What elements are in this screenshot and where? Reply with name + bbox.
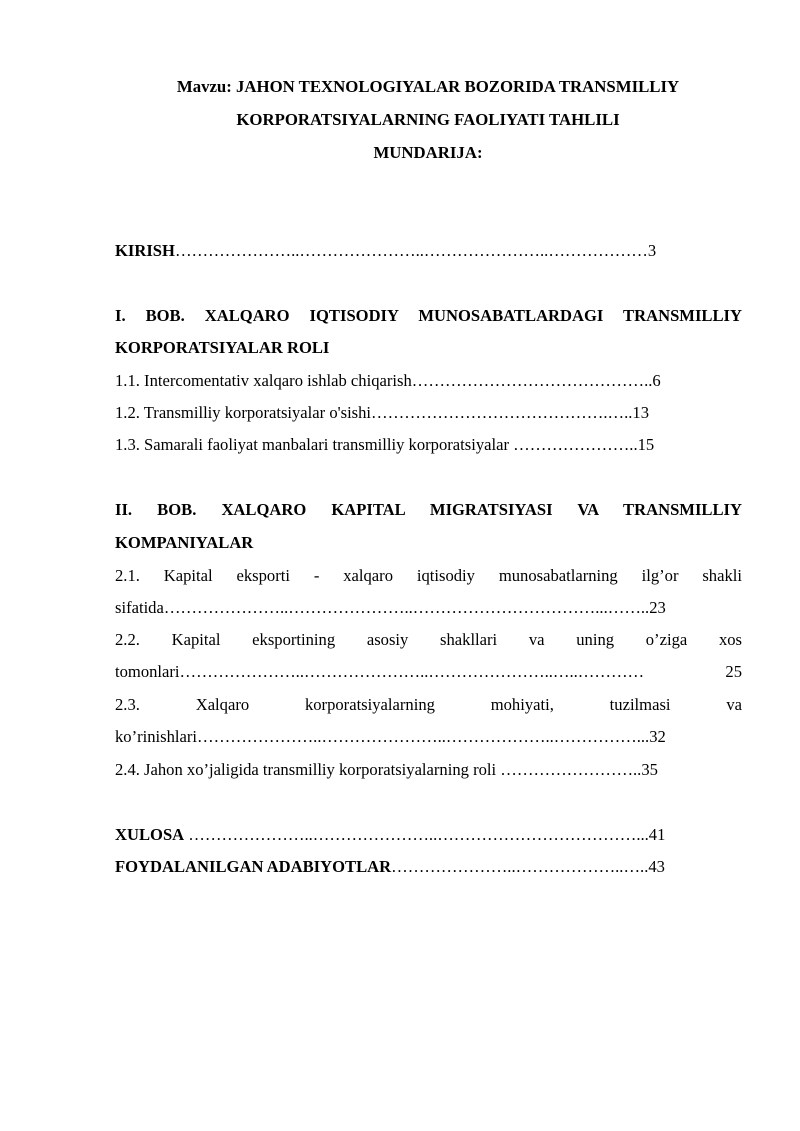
toc-entry-1-1 bbox=[115, 371, 661, 391]
toc-entry-2-4 bbox=[115, 760, 658, 780]
toc-entry-2-2-line-2: tomonlari…………………..…………………..…………………..…..………… 25 bbox=[115, 662, 742, 681]
toc-entry-kirish bbox=[115, 241, 656, 261]
toc-adabiyotlar-page: 43 bbox=[648, 857, 665, 876]
toc-xulosa-label: XULOSA bbox=[115, 825, 185, 844]
toc-entry-page: 35 bbox=[641, 760, 658, 779]
topic-title-line-1: Mavzu: JAHON TEXNOLOGIYALAR BOZORIDA TRANSMILLIY bbox=[176, 77, 680, 96]
toc-entry-leader: …………………………………….. bbox=[411, 371, 653, 390]
toc-xulosa-leader: …………………..…………………..………………………………... bbox=[184, 825, 649, 844]
toc-entry-1-2 bbox=[115, 403, 649, 423]
toc-entry-leader: ………………….. bbox=[513, 435, 638, 454]
toc-xulosa-page: 41 bbox=[648, 825, 666, 844]
toc-entry-2-3-line-1: 2.3. Xalqaro korporatsiyalarning mohiyati, tuzilmasi va bbox=[115, 695, 742, 714]
toc-entry-text: 1.1. Intercomentativ xalqaro ishlab chiqarish bbox=[115, 371, 412, 390]
toc-entry-2-1-line-2: sifatida…………………..…………………..……………………………...……..23 bbox=[115, 598, 666, 617]
toc-kirish-label: KIRISH bbox=[115, 241, 175, 260]
toc-entry-leader: …………………….. bbox=[500, 760, 642, 779]
toc-entry-page: 6 bbox=[652, 371, 661, 390]
chapter-2-heading-line-2: KOMPANIYALAR bbox=[115, 533, 254, 552]
toc-entry-text: 1.3. Samarali faoliyat manbalari transmilliy korporatsiyalar bbox=[115, 435, 514, 454]
toc-entry-adabiyotlar bbox=[115, 857, 665, 877]
toc-entry-xulosa bbox=[115, 825, 665, 845]
toc-entry-leader: …………………………………….….. bbox=[371, 403, 633, 422]
toc-entry-page: 15 bbox=[637, 435, 655, 454]
toc-kirish-page: 3 bbox=[647, 241, 657, 260]
toc-entry-2-3-line-2: ko’rinishlari…………………..…………………..………………..……………...32 bbox=[115, 727, 666, 746]
chapter-2-heading-line-1: II. BOB. XALQARO KAPITAL MIGRATSIYASI VA TRANSMILLIY bbox=[115, 500, 742, 519]
toc-kirish-leader: …………………..…………………..…………………..……………… bbox=[174, 241, 648, 260]
toc-entry-page: 13 bbox=[632, 403, 649, 422]
toc-adabiyotlar-leader: …………………..………………..….. bbox=[391, 857, 649, 876]
toc-entry-2-2-line-1: 2.2. Kapital eksportining asosiy shakllari va uning o’ziga xos bbox=[115, 630, 742, 649]
toc-entry-2-1-line-1: 2.1. Kapital eksporti - xalqaro iqtisodiy munosabatlarning ilg’or shakli bbox=[115, 566, 742, 585]
chapter-1-heading-line-1: I. BOB. XALQARO IQTISODIY MUNOSABATLARDAGI TRANSMILLIY bbox=[115, 306, 742, 325]
topic-title-line-2: KORPORATSIYALARNING FAOLIYATI TAHLILI bbox=[236, 110, 620, 129]
toc-entry-text: 2.4. Jahon xo’jaligida transmilliy korporatsiyalarning roli bbox=[115, 760, 501, 779]
toc-adabiyotlar-label: FOYDALANILGAN ADABIYOTLAR bbox=[115, 857, 392, 876]
toc-entry-text: 1.2. Transmilliy korporatsiyalar o'sishi bbox=[115, 403, 372, 422]
toc-entry-1-3 bbox=[115, 435, 654, 455]
chapter-1-heading-line-2: KORPORATSIYALAR ROLI bbox=[115, 338, 330, 357]
contents-heading: MUNDARIJA: bbox=[373, 143, 483, 162]
